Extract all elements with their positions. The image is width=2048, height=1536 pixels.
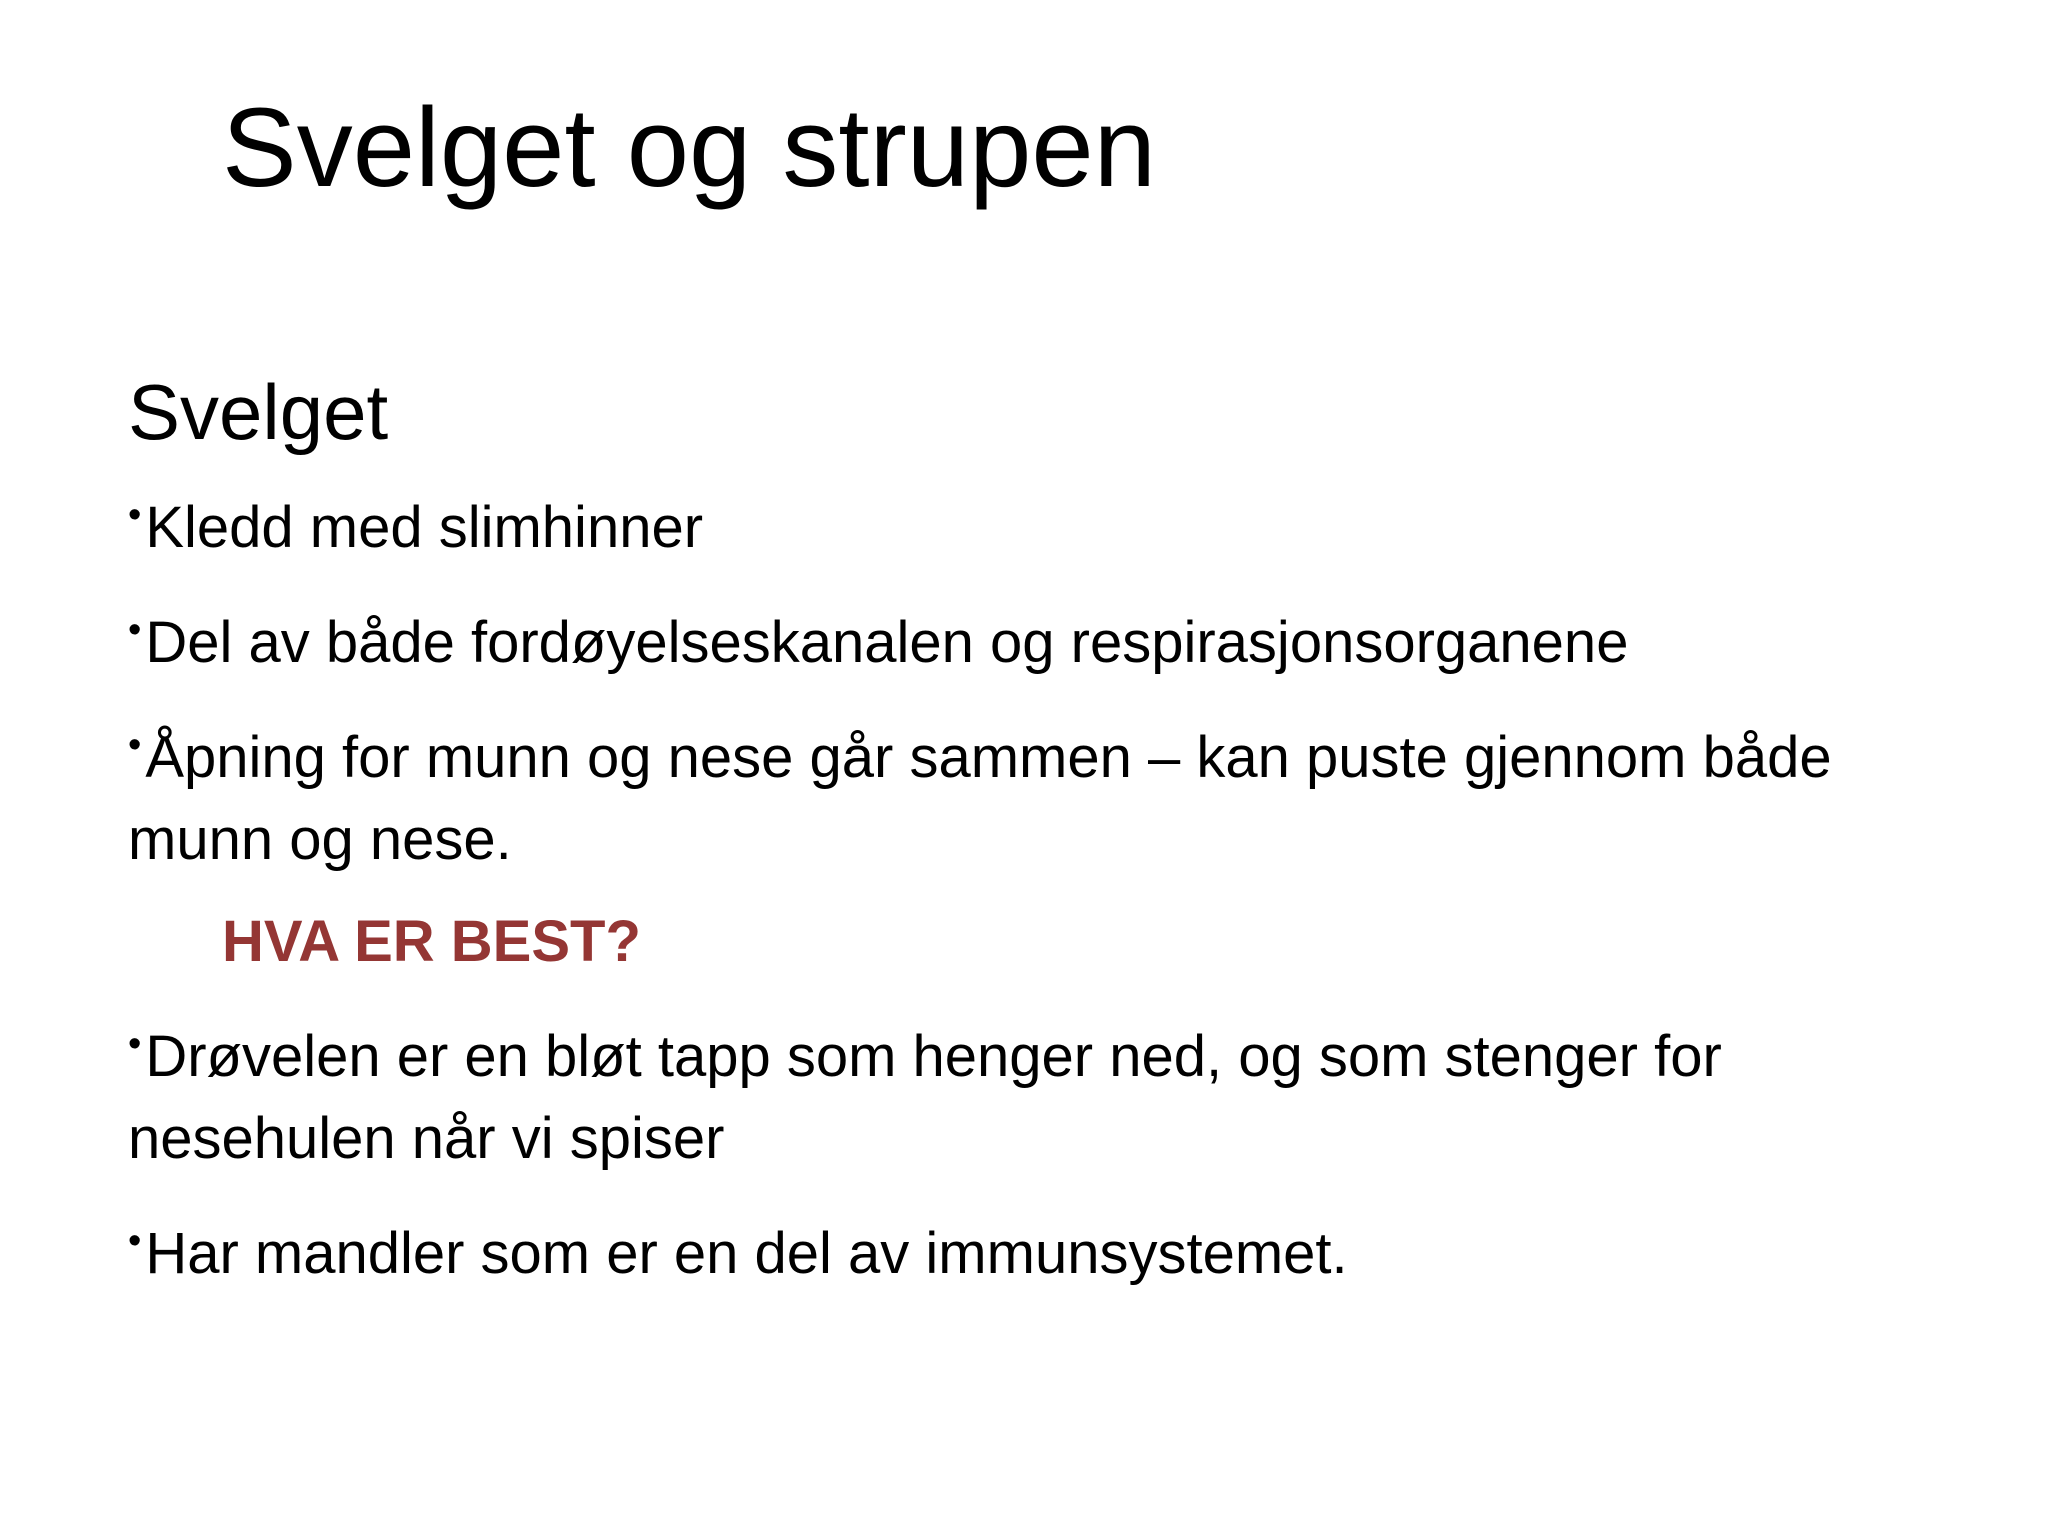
bullet-text: Åpning for munn og nese går sammen – kan puste gjennom både munn og nese.	[128, 725, 1832, 872]
bullet-icon: •	[128, 1220, 142, 1262]
bullet-text: Drøvelen er en bløt tapp som henger ned, og som stenger for nesehulen når vi spiser	[128, 1024, 1722, 1171]
bullet-item	[128, 1200, 1948, 1295]
bullet-icon: •	[128, 609, 142, 651]
bullet-icon: •	[128, 1023, 142, 1065]
slide-body	[128, 362, 1948, 1315]
bullet-icon: •	[128, 724, 142, 766]
slide-title: Svelget og strupen	[222, 85, 1156, 210]
bullet-text: Kledd med slimhinner	[145, 495, 704, 560]
bullet-text: Har mandler som er en del av immunsystemet.	[145, 1221, 1348, 1286]
bullet-item	[128, 589, 1948, 684]
emphasis-question: HVA ER BEST?	[222, 909, 641, 974]
section-heading: Svelget	[128, 368, 389, 456]
bullet-item	[128, 1003, 1948, 1180]
bullet-item	[128, 474, 1948, 569]
bullet-icon: •	[128, 494, 142, 536]
bullet-text: Del av både fordøyelseskanalen og respirasjonsorganene	[145, 610, 1629, 675]
bullet-item	[128, 704, 1948, 881]
